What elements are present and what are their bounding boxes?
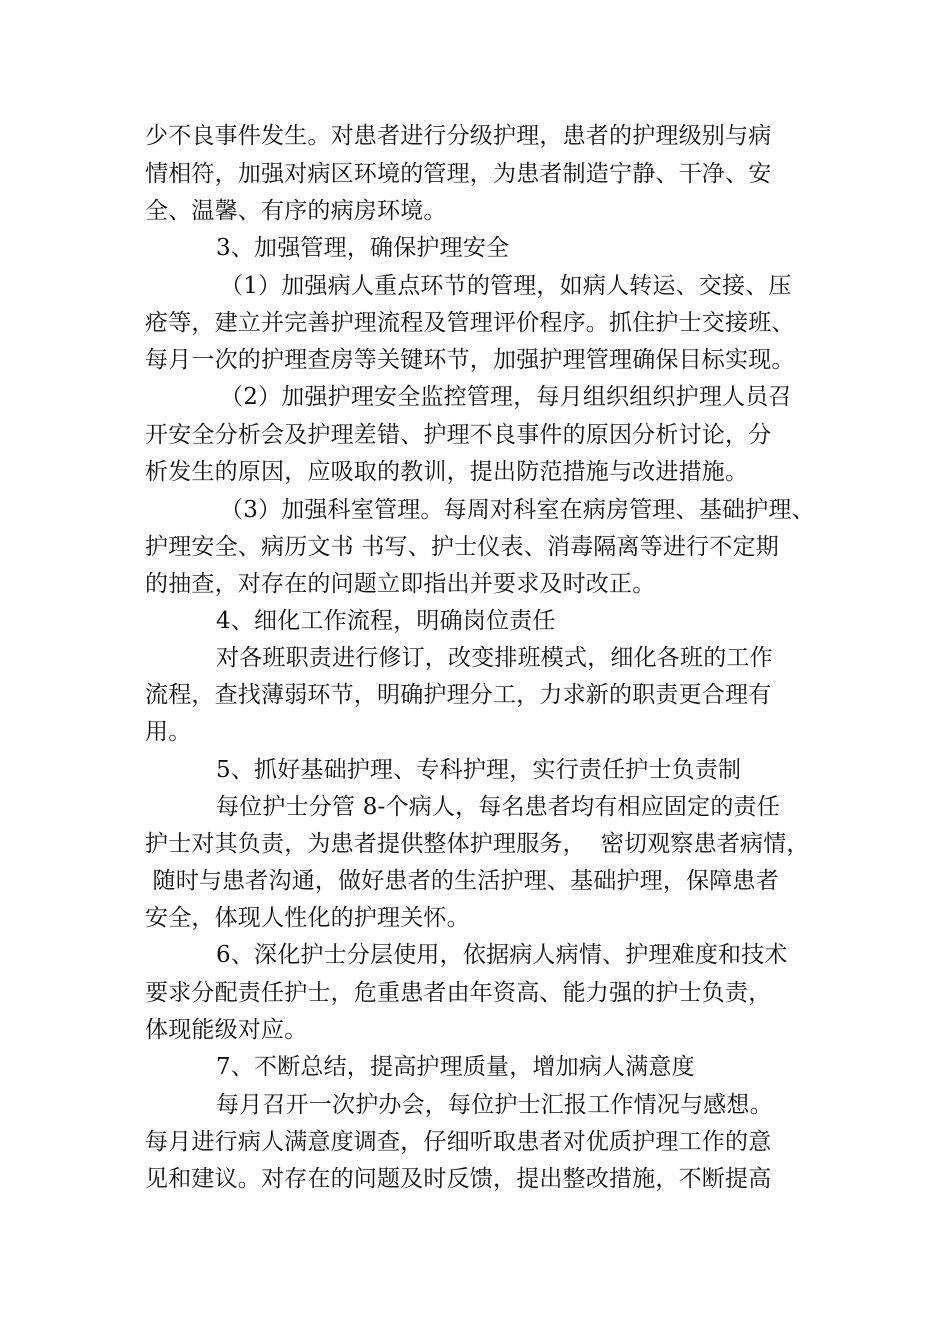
text-line: 每月一次的护理查房等关键环节，加强护理管理确保目标实现。 — [145, 347, 795, 373]
text-line: 情相符，加强对病区环境的管理，为患者制造宁静、干净、安 — [145, 161, 772, 187]
text-line: 每月召开一次护办会，每位护士汇报工作情况与感想。 — [216, 1092, 773, 1118]
text-line: 的抽查，对存在的问题立即指出并要求及时改正。 — [145, 571, 656, 597]
text-line: 析发生的原因，应吸取的教训，提出防范措施与改进措施。 — [145, 459, 749, 485]
section-heading: 4、细化工作流程，明确岗位责任 — [216, 608, 556, 634]
text-line: 少不良事件发生。对患者进行分级护理，患者的护理级别与病 — [145, 123, 772, 149]
text-line: 流程，查找薄弱环节，明确护理分工，力求新的职责更合理有 — [145, 682, 772, 708]
text-line: 护士对其负责，为患者提供整体护理服务， 密切观察患者病情， — [145, 831, 810, 857]
section-heading: 3、加强管理，确保护理安全 — [216, 235, 510, 261]
text-line: 体现能级对应。 — [145, 1017, 308, 1043]
text-line: （1）加强病人重点环节的管理，如病人转运、交接、压 — [220, 273, 792, 299]
text-line: 对各班职责进行修订，改变排班模式，细化各班的工作 — [216, 645, 773, 671]
text-line: 每月进行病人满意度调查，仔细听取患者对优质护理工作的意 — [145, 1129, 772, 1155]
text-line: 全、温馨、有序的病房环境。 — [145, 198, 447, 224]
text-line: 见和建议。对存在的问题及时反馈，提出整改措施，不断提高 — [145, 1166, 772, 1192]
text-line: 护理安全、病历文书 书写、护士仪表、消毒隔离等进行不定期 — [145, 534, 779, 560]
section-heading: 6、深化护士分层使用，依据病人病情、护理难度和技术 — [216, 942, 788, 968]
text-line: 疮等，建立并完善护理流程及管理评价程序。抓住护士交接班、 — [145, 310, 795, 336]
text-line: （2）加强护理安全监控管理，每月组织组织护理人员召 — [220, 384, 792, 410]
text-line: 用。 — [145, 719, 192, 745]
text-line: （3）加强科室管理。每周对科室在病房管理、基础护理、 — [220, 497, 815, 523]
section-heading: 5、抓好基础护理、专科护理，实行责任护士负责制 — [216, 757, 742, 783]
text-line: 开安全分析会及护理差错、护理不良事件的原因分析讨论，分 — [145, 422, 772, 448]
text-line: 随时与患者沟通，做好患者的生活护理、基础护理，保障患者 — [145, 868, 779, 894]
section-heading: 7、不断总结，提高护理质量，增加病人满意度 — [216, 1054, 695, 1080]
text-line: 安全，体现人性化的护理关怀。 — [145, 905, 470, 931]
text-line: 每位护士分管 8-个病人，每名患者均有相应固定的责任 — [216, 794, 780, 820]
text-line: 要求分配责任护士，危重患者由年资高、能力强的护士负责， — [145, 980, 772, 1006]
